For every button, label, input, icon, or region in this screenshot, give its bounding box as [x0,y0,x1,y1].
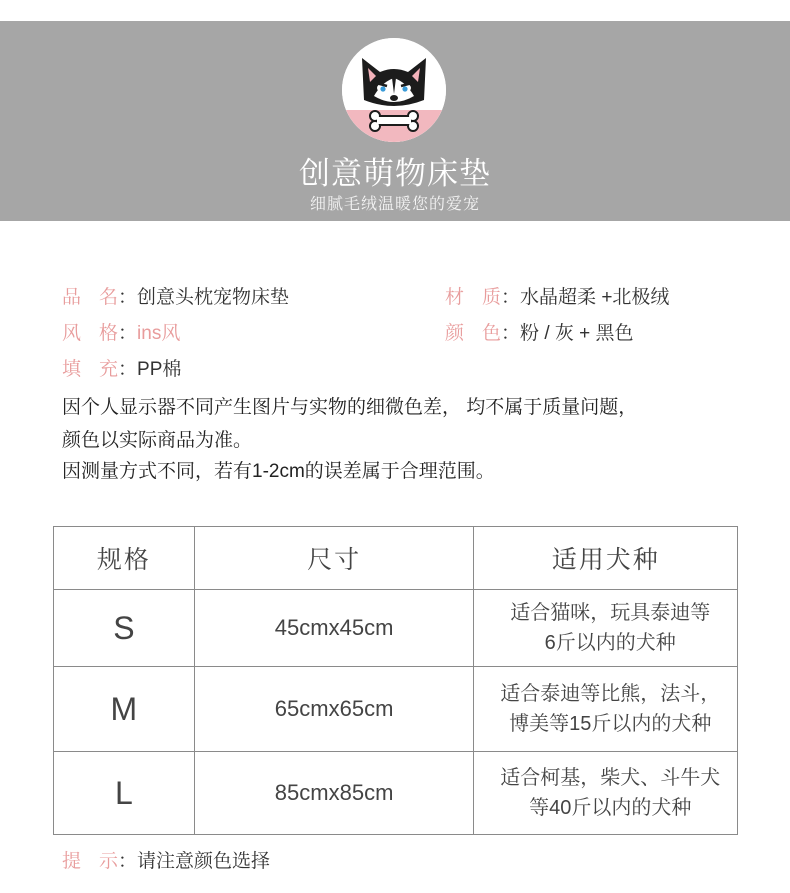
breed-line: 适合柯基，柴犬、斗牛犬 [500,767,721,789]
spec-value: 水晶超柔 +北极绒 [520,287,670,308]
spec-colon: ： [118,359,138,380]
tip-colon: ： [118,851,138,872]
column-header: 规格 [54,527,195,590]
note-line: 因测量方式不同，若有1-2cm的误差属于合理范围。 [62,461,495,482]
table-header-row [54,527,738,590]
banner-title: 创意萌物床垫 [299,156,491,191]
breed-line: 博美等15斤以内的犬种 [509,713,712,735]
spec-label: 品 [62,287,82,308]
spec-label: 颜 [445,323,465,344]
spec-material [445,286,669,310]
spec-label: 格 [99,323,119,344]
spec-label: 名 [99,287,119,308]
column-header: 尺寸 [194,527,474,590]
spec-label: 充 [99,359,119,380]
breed-line: 6斤以内的犬种 [544,632,676,654]
banner-subtitle: 细腻毛绒温暖您的爱宠 [309,196,480,213]
note-line: 颜色以实际商品为准。 [62,430,253,451]
spec-colon: ： [501,287,521,308]
spec-filling [62,358,181,382]
breed-cell [474,752,738,835]
breed-cell [474,590,738,667]
column-header: 适用犬种 [474,527,738,590]
spec-label: 填 [62,359,82,380]
dimension-cell: 45cmx45cm [194,590,474,667]
size-cell: L [54,752,195,835]
breed-line: 等40斤以内的犬种 [529,797,692,819]
spec-colon: ： [501,323,521,344]
spec-name [62,286,289,310]
tip-value: 请注意颜色选择 [137,851,271,872]
spec-label: 质 [482,287,502,308]
size-cell: M [54,667,195,752]
tip-label: 提 [62,851,82,872]
size-table [53,526,738,835]
table-row [54,590,738,667]
husky-dog-with-bone-icon [342,38,446,142]
breed-line: 适合泰迪等比熊，法斗， [500,683,721,705]
breed-cell [474,667,738,752]
spec-value: PP棉 [137,359,182,380]
dimension-cell: 85cmx85cm [194,752,474,835]
spec-label: 风 [62,323,82,344]
size-cell: S [54,590,195,667]
table-row [54,752,738,835]
spec-label: 色 [482,323,502,344]
tip-label: 示 [99,851,119,872]
spec-value: 创意头枕宠物床垫 [137,287,290,308]
dimension-cell: 65cmx65cm [194,667,474,752]
spec-label: 材 [445,287,465,308]
spec-colon: ： [118,287,138,308]
spec-value: ins风 [137,323,181,344]
table-row [54,667,738,752]
spec-style [62,322,180,346]
tip-line [62,850,270,874]
spec-colon: ： [118,323,138,344]
breed-line: 适合猫咪，玩具泰迪等 [510,602,711,624]
note-line: 因个人显示器不同产生图片与实物的细微色差， 均不属于质量问题， [62,397,638,418]
spec-color [445,322,634,346]
spec-value: 粉 / 灰 + 黑色 [520,323,634,344]
